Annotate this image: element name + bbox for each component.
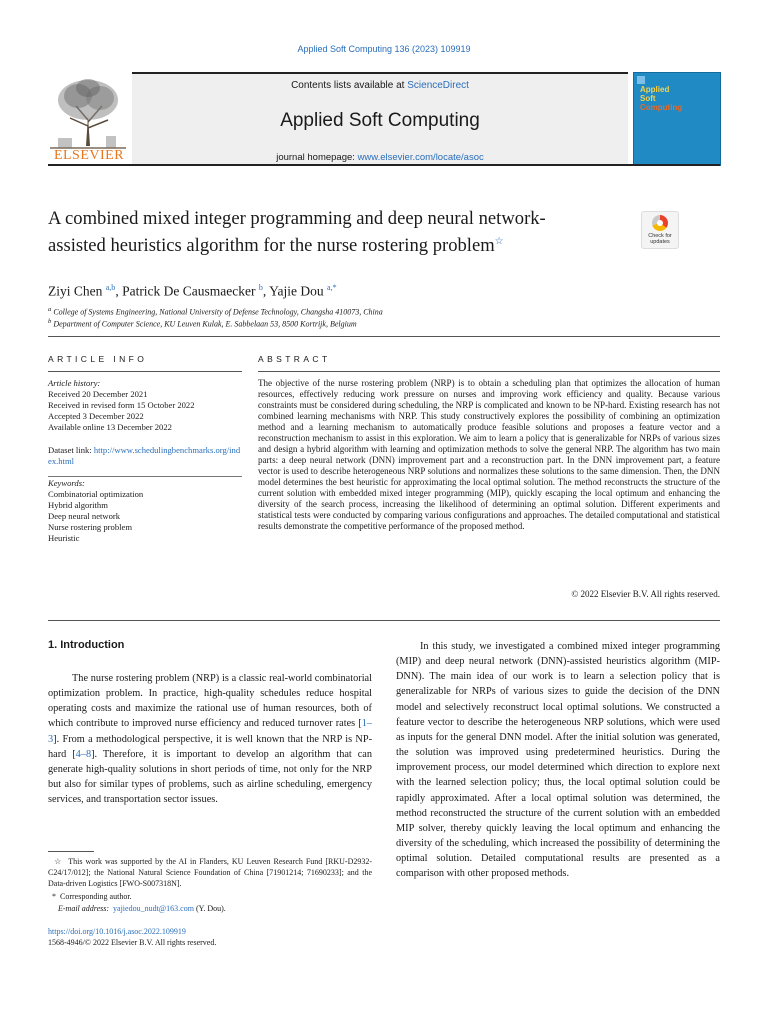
affiliation-text: Department of Computer Science, KU Leuven Kulak, E. Sabbelaan 53, 8500 Kortrijk, Belgium bbox=[53, 319, 357, 329]
author-name[interactable]: Patrick De Causmaecker bbox=[122, 283, 256, 299]
history-item: Available online 13 December 2022 bbox=[48, 422, 172, 432]
email-suffix: (Y. Dou). bbox=[193, 904, 226, 913]
dataset-link[interactable]: http://www.schedulingbenchmarks.org/index.html bbox=[48, 445, 241, 466]
check-updates-icon bbox=[652, 215, 668, 231]
article-info-heading: ARTICLE INFO bbox=[48, 354, 148, 364]
author-name[interactable]: Ziyi Chen bbox=[48, 283, 103, 299]
cover-line: Applied bbox=[640, 85, 670, 94]
sciencedirect-link[interactable]: ScienceDirect bbox=[407, 80, 469, 91]
intro-paragraph-1 bbox=[48, 671, 372, 807]
body-divider bbox=[48, 620, 720, 621]
email-link[interactable]: yajiedou_nudt@163.com bbox=[113, 904, 194, 913]
email-label: E-mail address: bbox=[58, 904, 112, 913]
citation-link[interactable]: 1–3 bbox=[48, 718, 372, 745]
cover-mark bbox=[637, 76, 645, 84]
paragraph-text: The nurse rostering problem (NRP) is a classic real-world combinatorial optimization problem. In practice, high-quality schedules reduce hospital operating costs and maximize the rational use of human resources, both of which contribute to improved nurse efficiency and reduced turnover rates [ bbox=[48, 673, 372, 730]
doi-link[interactable]: https://doi.org/10.1016/j.asoc.2022.109919 bbox=[48, 927, 186, 936]
footnote-mark: ☆ bbox=[54, 857, 63, 866]
footnote-text: Corresponding author. bbox=[60, 892, 132, 901]
paragraph-text: ]. From a methodological perspective, it is well known that the NRP is NP-hard [ bbox=[48, 733, 372, 760]
affiliation-text: College of Systems Engineering, National University of Defense Technology, Changsha 410073, China bbox=[53, 307, 383, 317]
history-label: Article history: bbox=[48, 378, 101, 388]
affiliation-mark: a bbox=[48, 306, 52, 313]
keywords-divider bbox=[48, 476, 242, 477]
keyword: Heuristic bbox=[48, 533, 80, 543]
keywords-block bbox=[48, 478, 242, 544]
cover-line: Computing bbox=[640, 103, 683, 112]
keyword: Combinatorial optimization bbox=[48, 489, 144, 499]
keyword: Hybrid algorithm bbox=[48, 500, 108, 510]
footnote-mark: * bbox=[52, 892, 56, 901]
paper-title-text: A combined mixed integer programming and deep neural network-assisted heuristics algorithm for the nurse rostering problem bbox=[48, 208, 546, 256]
homepage-prefix: journal homepage: bbox=[276, 152, 358, 163]
author-separator: , bbox=[262, 283, 270, 299]
article-history bbox=[48, 378, 242, 433]
dataset-link-block bbox=[48, 445, 242, 467]
cover-line: Soft bbox=[640, 94, 656, 103]
history-item: Received 20 December 2021 bbox=[48, 389, 148, 399]
elsevier-wordmark: ELSEVIER bbox=[53, 148, 125, 163]
article-info-divider bbox=[48, 371, 242, 372]
check-for-updates-badge[interactable] bbox=[641, 211, 679, 249]
author-affiliation-mark[interactable]: b bbox=[258, 283, 263, 292]
journal-citation[interactable]: Applied Soft Computing 136 (2023) 109919 bbox=[297, 44, 471, 54]
abstract-heading: ABSTRACT bbox=[258, 354, 331, 364]
author-affiliation-mark[interactable]: a,* bbox=[327, 283, 337, 292]
corresponding-footnote bbox=[48, 891, 372, 902]
contents-prefix: Contents lists available at bbox=[291, 80, 408, 91]
citation-link[interactable]: 4–8 bbox=[75, 748, 92, 760]
keywords-label: Keywords: bbox=[48, 478, 85, 488]
author-name[interactable]: Yajie Dou bbox=[269, 283, 324, 299]
homepage-line bbox=[132, 152, 628, 163]
header-divider bbox=[48, 164, 720, 166]
journal-title: Applied Soft Computing bbox=[280, 110, 480, 131]
history-item: Received in revised form 15 October 2022 bbox=[48, 400, 195, 410]
affiliation-mark: b bbox=[48, 318, 52, 325]
check-updates-label: Check for updates bbox=[648, 233, 672, 245]
funding-footnote bbox=[48, 856, 372, 889]
paper-title bbox=[48, 208, 568, 257]
journal-header bbox=[48, 70, 720, 166]
issn-line: 1568-4946/© 2022 Elsevier B.V. All rights reserved. bbox=[48, 938, 217, 947]
title-footnote-mark[interactable]: ☆ bbox=[494, 235, 504, 247]
section-heading-introduction: 1. Introduction bbox=[48, 639, 125, 651]
email-footnote bbox=[48, 903, 372, 914]
abstract-text: The objective of the nurse rostering problem (NRP) is to obtain a scheduling plan that optimizes the allocation of human resources, effectively reducing work pressure on nurses and improving work efficiency and quality. Because various constraints must be considered during scheduling, the NRP is complicated and known to be NP-hard. Existing research has not combined learning mechanisms with NRP. This study constructively explores the possibility of combining an optimization method and a learning mechanism to automatically produce feasible solutions and proposes a feature vector and a reconstruction mechanism to assist in this exploration. We aim to learn a policy that is generalizable for NRPs of various sizes and design a hybrid algorithm with learning and optimization methods to solve the general NRP. The algorithm has two main parts: a deep neural network (DNN) improvement part and a reconstruction part. In the DNN improvement part, a feature vector is used to describe heterogeneous NRP solutions and normalizes these solutions to the same dimension. Then, the DNN model determines the best heuristic for approximating the local optimal solution. The method reconstructs the structure of the current solution with embedded mixed integer programming (MIP), quickly escaping the local optimum and enhancing the diversity of the search process, increasing the likelihood of determining an optimal solution. Different experiments and statistical tests were conducted by comparing various configurations and approaches. The detailed computational and statistical results demonstrate the competitive performance of the proposed method. bbox=[258, 378, 720, 532]
history-item: Accepted 3 December 2022 bbox=[48, 411, 144, 421]
cover-title bbox=[640, 85, 682, 112]
dataset-label: Dataset link: bbox=[48, 445, 94, 455]
section-divider bbox=[48, 336, 720, 337]
author-affiliation-mark[interactable]: a,b bbox=[105, 283, 116, 292]
keyword: Nurse rostering problem bbox=[48, 522, 133, 532]
contents-line bbox=[132, 80, 628, 91]
footnote-text: This work was supported by the AI in Flanders, KU Leuven Research Fund [RKU-D2932-C24/17/012]; the National Natural Science Foundation of China [71901214; 71690233]; and the Data-driven Logistics [FWO-S007318N]. bbox=[48, 857, 373, 888]
footnote-divider bbox=[48, 851, 94, 852]
keyword: Deep neural network bbox=[48, 511, 121, 521]
abstract-copyright: © 2022 Elsevier B.V. All rights reserved. bbox=[571, 589, 720, 599]
affiliation-b bbox=[48, 318, 357, 329]
affiliation-a bbox=[48, 306, 383, 317]
journal-banner bbox=[132, 72, 628, 166]
intro-paragraph-2: In this study, we investigated a combined mixed integer programming (MIP) and deep neural network (DNN)-assisted heuristics algorithm (MIP-DNN). The main idea of our work is to learn a selection policy that is generalizable for NRPs of various sizes to guide the decision of the DNN model and selectively reconstruct local optimal solutions. We constructed a feature vector to describe the heterogeneous NRP solutions, which were used as inputs for the general DNN model. After the initial solution was generated, the solution was improved using predetermined heuristics. During the improvement process, our model determined which direction to explore next with the learned selection policy; thus, the local optimal solution could be rapidly approximated. After a local optimal solution was determined, the method reconstructed the structure of the current solution with an embedded MIP solver, thereby quickly leaving the local optimum and enhancing the diversity of the scheduling, which increased the possibility of determining the optimal solution. Detailed computational results are presented as a comparison with other proposed methods. bbox=[396, 641, 720, 880]
paragraph-text: ]. Therefore, it is important to develop an algorithm that can generate high-quality solutions in short periods of time, not only for the NRP but also for similar types of problems, such as airline scheduling, emergency services, and transportation sector issues. bbox=[48, 748, 372, 806]
homepage-link[interactable]: www.elsevier.com/locate/asoc bbox=[357, 152, 484, 163]
author-separator: , bbox=[115, 283, 123, 299]
abstract-divider bbox=[258, 371, 720, 372]
journal-cover-thumbnail[interactable] bbox=[633, 72, 721, 166]
author-list bbox=[48, 283, 337, 300]
